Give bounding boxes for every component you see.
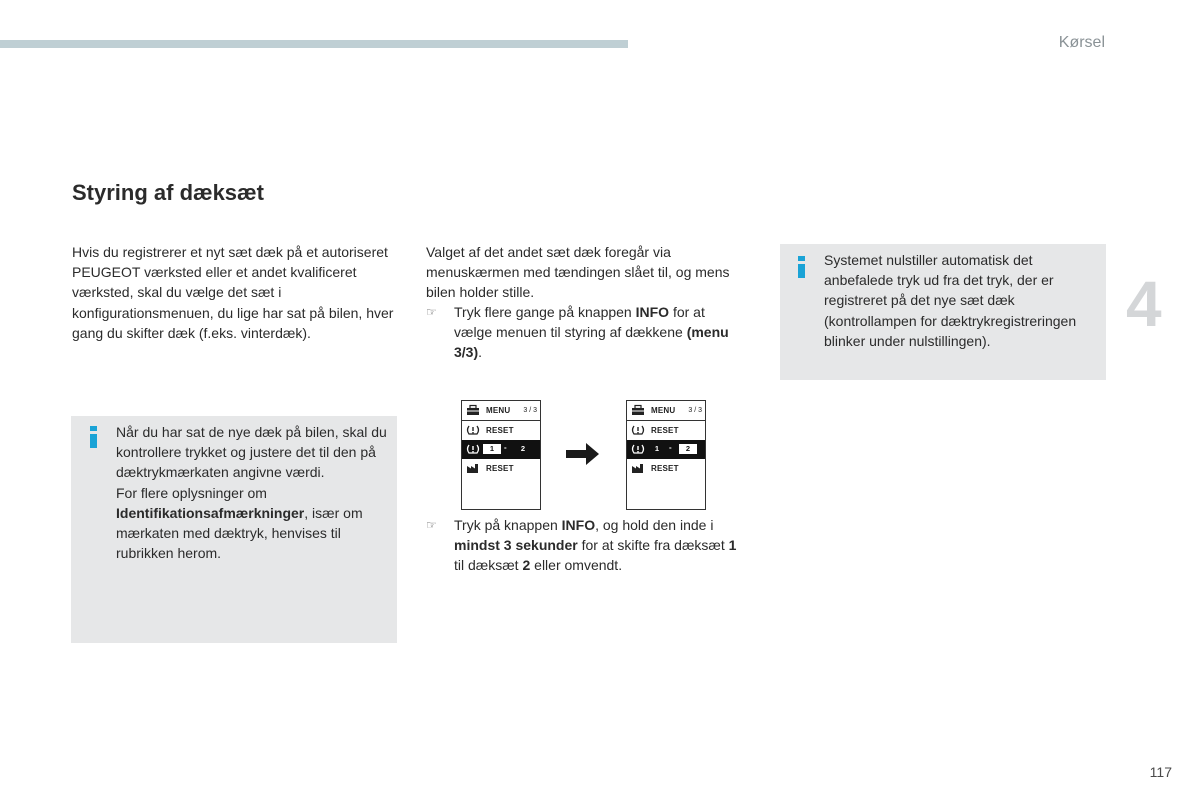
menu-screen-set-1 [461, 400, 541, 510]
menu-row: MENU 3 / 3 [462, 401, 540, 421]
tyre-set-2: 2 [520, 444, 526, 453]
tyre-pressure-icon [466, 424, 480, 436]
page-number: 117 [1149, 764, 1172, 780]
bold-term: Identifikationsafmærkninger [116, 504, 305, 521]
pointing-hand-icon: ☞ [426, 518, 437, 532]
tyre-set-2: 2 [679, 444, 697, 454]
info-box-new-tyres [71, 416, 397, 643]
chapter-number: 4 [1126, 268, 1162, 340]
menu-row: MENU 3 / 3 [627, 401, 705, 421]
tyre-pressure-icon [631, 424, 645, 436]
menu-screen-set-2 [626, 400, 706, 510]
tyre-pressure-reset-row: RESET [627, 421, 705, 440]
factory-icon [466, 462, 480, 474]
page-title: Styring af dæksæt [72, 180, 264, 205]
step-text: Tryk på knappen INFO, og hold den inde i mindst 3 sekunder for at skifte fra dæksæt 1 til dæksæt 2 eller omvendt. [454, 517, 737, 574]
toolbox-icon [466, 404, 480, 416]
selection-paragraph: Valget af det andet sæt dæk foregår via menuskærmen med tændingen slået til, og mens bilen holder stille. [426, 244, 730, 301]
info-box-text: Systemet nulstiller automatisk det anbefalede tryk ud fra det tryk, der er registreret på det nye sæt dæk (kontrollampen for dæktrykregistreringen blinker under nulstillingen). [824, 252, 1077, 349]
tyre-set-selection-row: 1 - 2 [627, 440, 705, 459]
info-box-text: Når du har sat de nye dæk på bilen, skal du kontrollere trykket og justere det til den på dæktrykmærkaten angivne værdi. For flere oplysninger om Identifikationsafmærkninger, især om mærkaten med dæktryk, henvises til rubrikken herom. [116, 424, 387, 562]
info-box-auto-reset [780, 244, 1106, 380]
tyre-set-selection-row: 1 - 2 [462, 440, 540, 459]
tyre-pressure-icon [466, 443, 480, 455]
header-rule [0, 40, 628, 48]
tyre-set-1: 1 [483, 444, 501, 454]
factory-reset-row: RESET [627, 459, 705, 478]
arrow-right-icon [566, 442, 600, 466]
factory-reset-row: RESET [462, 459, 540, 478]
pointing-hand-icon: ☞ [426, 305, 437, 319]
toolbox-icon [631, 404, 645, 416]
tyre-pressure-reset-row: RESET [462, 421, 540, 440]
factory-icon [631, 462, 645, 474]
step-text: Tryk flere gange på knappen INFO for at vælge menuen til styring af dækkene (menu 3/3). [454, 304, 729, 361]
tyre-pressure-icon [631, 443, 645, 455]
intro-paragraph: Hvis du registrerer et nyt sæt dæk på et autoriseret PEUGEOT værksted eller et andet kvalificeret værksted, skal du vælge det sæt i konfigurationsmenuen, du lige har sat på bilen, hver gang du skifter dæk (f.eks. vinterdæk). [72, 244, 394, 341]
tyre-set-1: 1 [654, 444, 660, 453]
section-label: Kørsel [1058, 34, 1105, 51]
